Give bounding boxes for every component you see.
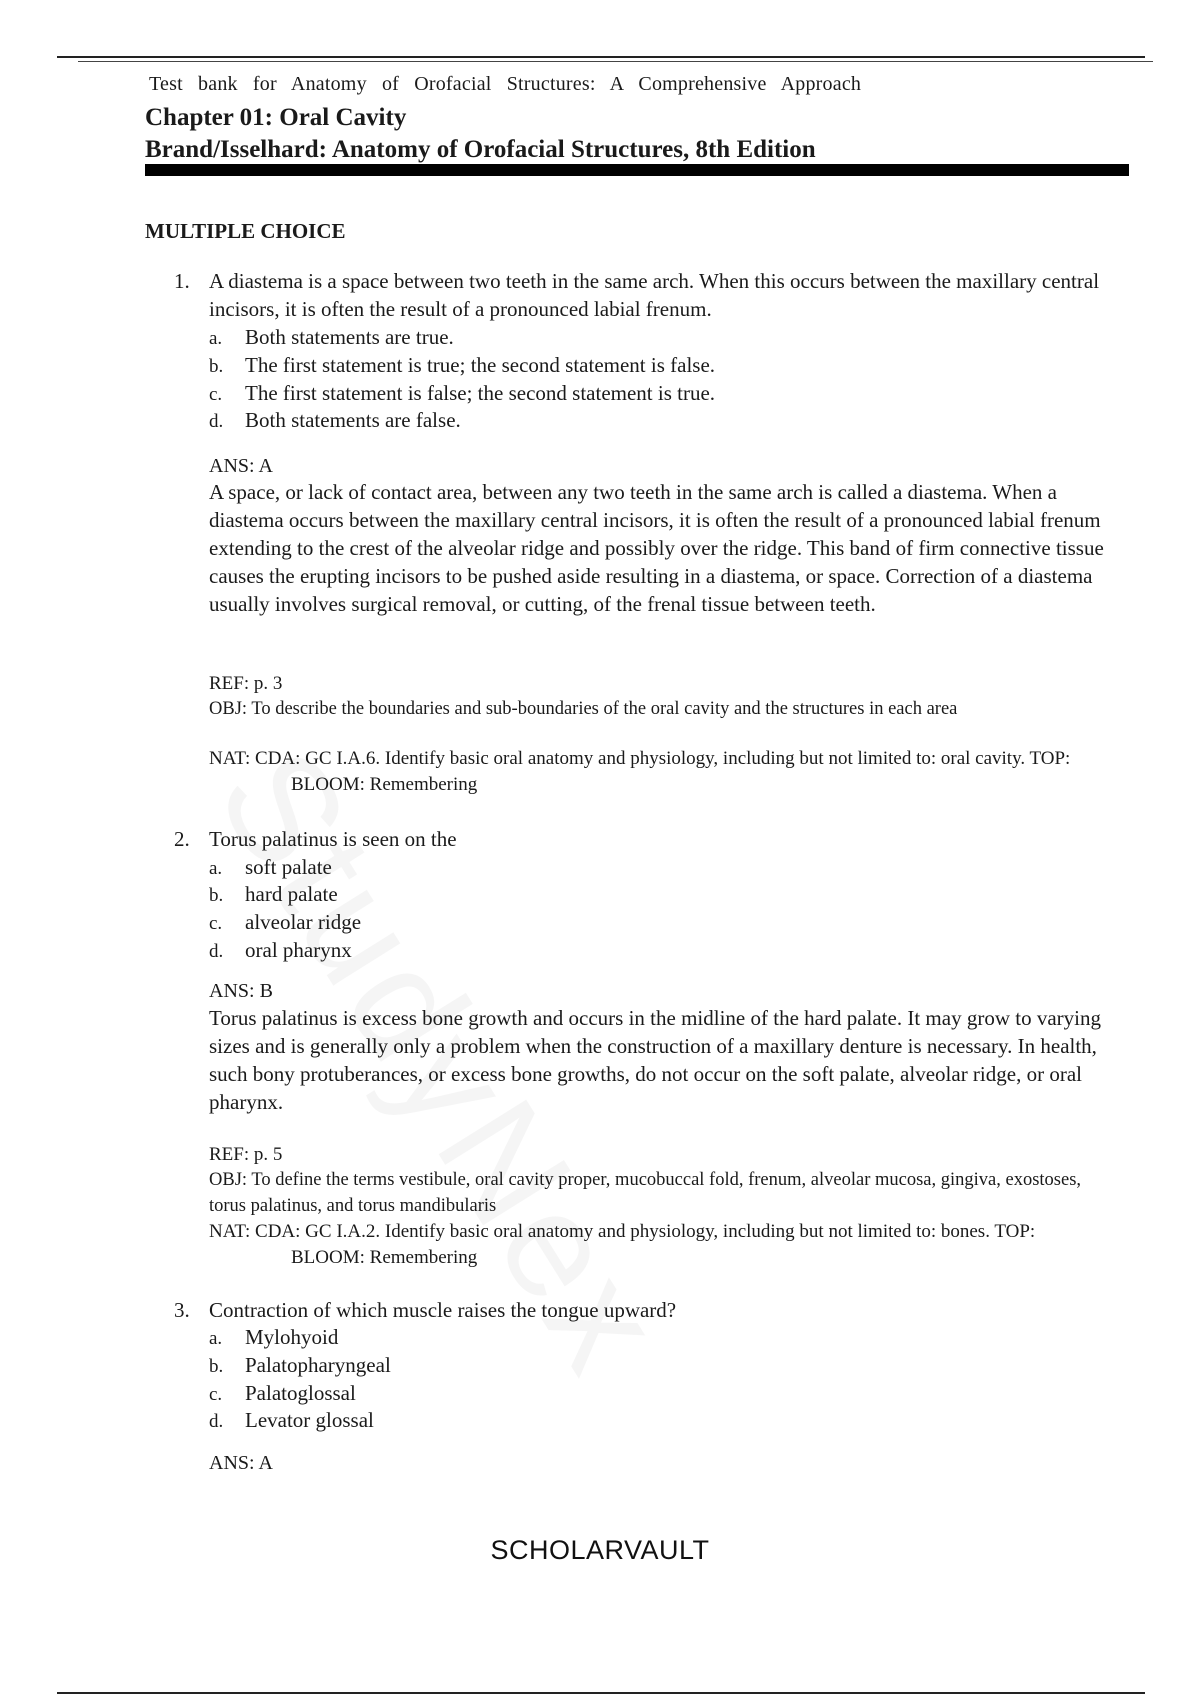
option-letter: d. — [209, 941, 224, 962]
footer-brand: SCHOLARVAULT — [490, 1535, 710, 1565]
book-edition: Brand/Isselhard: Anatomy of Orofacial Structures, 8th Edition — [145, 136, 816, 163]
option-text: Both statements are false. — [245, 408, 461, 432]
answer-option — [209, 880, 338, 910]
option-letter: a. — [209, 858, 223, 879]
top-rule-secondary — [78, 61, 1153, 62]
answer-option — [209, 908, 361, 938]
nat-text: NAT: CDA: GC I.A.6. Identify basic oral anatomy and physiology, including but not limited to: oral cavity. TOP: — [209, 748, 1071, 769]
question-stem: Torus palatinus is seen on the — [209, 827, 457, 851]
nat-standard — [209, 1219, 1114, 1271]
nat-standard — [209, 746, 1114, 798]
answer-option — [209, 351, 715, 381]
question-number: 3. — [174, 1298, 190, 1322]
answer-key: ANS: A — [209, 455, 273, 477]
option-letter: c. — [209, 913, 223, 934]
option-text: The first statement is true; the second statement is false. — [245, 353, 716, 377]
option-letter: a. — [209, 328, 223, 349]
option-text: Mylohyoid — [245, 1325, 339, 1349]
answer-option — [209, 379, 715, 409]
option-letter: b. — [209, 356, 224, 377]
answer-option — [209, 406, 461, 436]
option-text: alveolar ridge — [245, 910, 362, 934]
answer-option — [209, 323, 454, 353]
option-letter: d. — [209, 411, 224, 432]
option-text: Palatoglossal — [245, 1381, 356, 1405]
bloom-level: BLOOM: Remembering — [291, 774, 478, 795]
bottom-rule — [57, 1692, 1145, 1694]
answer-option — [209, 853, 332, 883]
question-number: 1. — [174, 269, 190, 293]
bloom-level: BLOOM: Remembering — [291, 1247, 478, 1268]
objective: OBJ: To describe the boundaries and sub-boundaries of the oral cavity and the structures in each area — [209, 699, 958, 719]
option-letter: c. — [209, 1384, 223, 1405]
chapter-title: Chapter 01: Oral Cavity — [145, 104, 407, 131]
option-text: soft palate — [245, 855, 332, 879]
document-header-title: Test bank for Anatomy of Orofacial Structures: A Comprehensive Approach — [149, 73, 862, 95]
option-letter: a. — [209, 1328, 223, 1349]
answer-option — [209, 1351, 391, 1381]
option-text: hard palate — [245, 882, 338, 906]
nat-text: NAT: CDA: GC I.A.2. Identify basic oral anatomy and physiology, including but not limited to: bones. TOP: — [209, 1221, 1036, 1242]
question-stem: Contraction of which muscle raises the tongue upward? — [209, 1298, 677, 1322]
option-text: The first statement is false; the second statement is true. — [245, 381, 716, 405]
option-text: Both statements are true. — [245, 325, 454, 349]
objective: OBJ: To define the terms vestibule, oral cavity proper, mucobuccal fold, frenum, alveolar mucosa, gingiva, exostoses, torus palatinus, and torus mandibularis — [209, 1170, 1082, 1216]
answer-rationale: Torus palatinus is excess bone growth and occurs in the midline of the hard palate. It may grow to varying sizes and is generally only a problem when the construction of a maxillary denture is necessary. In health, such bony protuberances, or excess bone growths, do not occur on the soft palate, alveolar ridge, or oral pharynx. — [209, 1006, 1101, 1114]
question-number: 2. — [174, 827, 190, 851]
top-rule — [57, 56, 1145, 58]
answer-key: ANS: B — [209, 980, 273, 1002]
reference: REF: p. 5 — [209, 1144, 283, 1165]
answer-key: ANS: A — [209, 1452, 273, 1474]
option-text: oral pharynx — [245, 938, 352, 962]
question-stem: A diastema is a space between two teeth in the same arch. When this occurs between the maxillary central incisors, it is often the result of a pronounced labial frenum. — [209, 269, 1100, 321]
option-letter: d. — [209, 1411, 224, 1432]
header-divider — [145, 164, 1129, 176]
option-letter: b. — [209, 1356, 224, 1377]
answer-option — [209, 1406, 374, 1436]
option-text: Levator glossal — [245, 1408, 374, 1432]
answer-option — [209, 1323, 338, 1353]
answer-option — [209, 1379, 356, 1409]
answer-rationale: A space, or lack of contact area, between any two teeth in the same arch is called a diastema. When a diastema occurs between the maxillary central incisors, it is often the result of a pronounced labial frenum extending to the crest of the alveolar ridge and possibly over the ridge. This band of firm connective tissue causes the erupting incisors to be pushed aside resulting in a diastema, or space. Correction of a diastema usually involves surgical removal, or cutting, of the frenal tissue between teeth. — [209, 480, 1104, 616]
option-letter: b. — [209, 885, 224, 906]
reference: REF: p. 3 — [209, 673, 283, 694]
answer-option — [209, 936, 352, 966]
section-title: MULTIPLE CHOICE — [145, 219, 346, 243]
option-letter: c. — [209, 384, 223, 405]
option-text: Palatopharyngeal — [245, 1353, 391, 1377]
